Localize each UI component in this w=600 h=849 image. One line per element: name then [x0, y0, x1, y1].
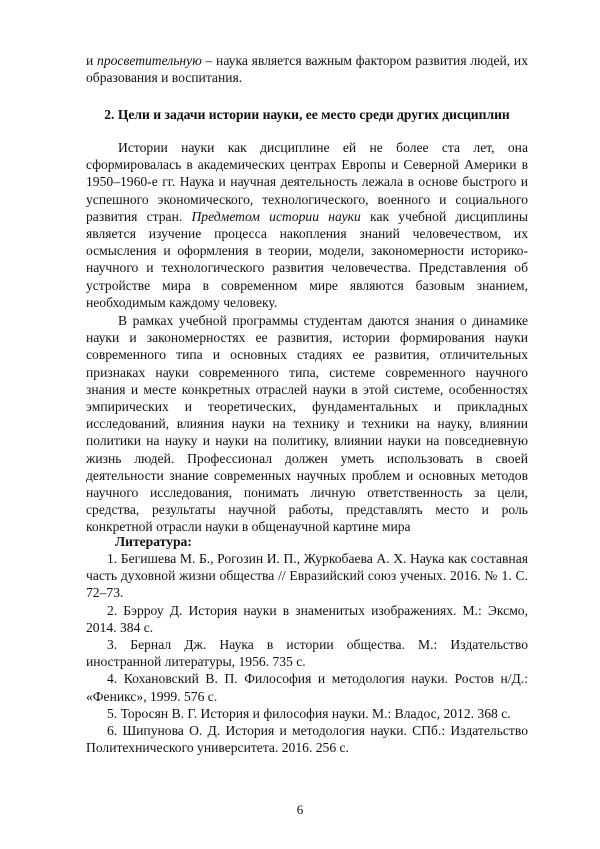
intro-italic-term: просветительную: [97, 53, 202, 68]
literature-item: 4. Кохановский В. П. Философия и методология науки. Ростов н/Д.: «Феникс», 1999. 576 с.: [86, 671, 528, 704]
literature-heading: Литература:: [115, 534, 192, 549]
literature-item: 3. Бернал Дж. Наука в истории общества. М.: Издательство иностранной литературы, 1956. 735 с.: [86, 637, 528, 670]
paragraph-2: В рамках учебной программы студентам даются знания о динамике науки и закономерностях ее развития, истории формирования науки современного типа и основных стадиях ее развития, отличительных признаках науки современного типа, системе современного научного знания и месте конкретных отраслей науки в этой системе, особенностях эмпирических и теоретических, фундаментальных и прикладных исследований, влияния науки на технику и техники на науку, влиянии политики на науку и науки на политику, влиянии науки на повседневную жизнь людей. Профессионал должен уметь использовать в своей деятельности знание современных научных проблем и основных методов научного исследования, понимать личную ответственность за цели, средства, результаты научной работы, представлять место и роль конкретной отрасли науки в общенаучной картине мира: [86, 313, 528, 535]
literature-item: 6. Шипунова О. Д. История и методология науки. СПб.: Издательство Политехнического университета. 2016. 256 с.: [86, 723, 528, 756]
literature-item: 5. Торосян В. Г. История и философия науки. М.: Владос, 2012. 368 с.: [107, 705, 511, 721]
paragraph-1-italic-term: Предметом истории науки: [191, 208, 361, 224]
intro-paragraph: [86, 52, 528, 86]
section-heading: 2. Цели и задачи истории науки, ее место среди других дисциплин: [104, 107, 510, 122]
intro-prefix: и: [86, 53, 98, 68]
literature-list: [86, 550, 528, 756]
page-number: 6: [296, 802, 304, 817]
paragraph-1-part-1: Истории науки как дисциплине ей не более ста лет, она сформировалась в академических центрах Европы и Северной Америки в 1950–1960-е гг. Наука и научная деятельность лежала в основе быстрого и успешного экономического, технологического, военного и социального развития стран.: [86, 140, 528, 224]
intro-rest: – наука является важным фактором развития людей, их образования и воспитания.: [86, 53, 528, 86]
paragraph-1: [86, 139, 528, 311]
paragraph-1-part-2: как учебной дисциплины является изучение процесса накопления знаний человечеством, их осмысления и оформления в теории, модели, закономерности историко-научного и технологического развития человечества. Представления об устройстве мира в современном мире являются базовым знанием, необходимым каждому человеку.: [86, 208, 528, 310]
literature-item: 2. Бэрроу Д. История науки в знаменитых изображениях. М.: Эксмо, 2014. 384 с.: [86, 602, 528, 635]
literature-item: 1. Бегишева М. Б., Рогозин И. П., Журкобаева А. Х. Наука как составная часть духовной жизни общества // Евразийский союз ученых. 2016. № 1. С. 72–73.: [86, 551, 528, 601]
